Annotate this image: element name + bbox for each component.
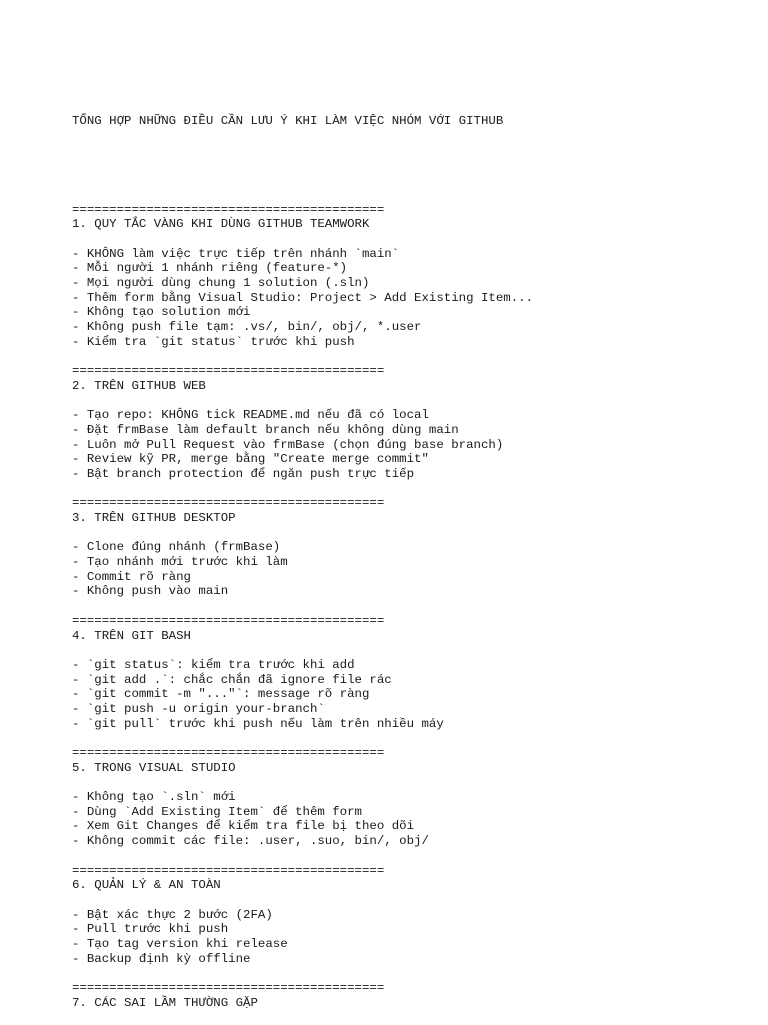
list-item: - `git commit -m "..."`: message rõ ràng bbox=[72, 687, 370, 702]
list-item: - Bật branch protection để ngăn push trực tiếp bbox=[72, 466, 415, 481]
section-heading: 2. TRÊN GITHUB WEB bbox=[72, 378, 206, 393]
list-item: - Mọi người dùng chung 1 solution (.sln) bbox=[72, 276, 370, 291]
list-item: - Tạo tag version khi release bbox=[72, 936, 288, 951]
section-heading: 6. QUẢN LÝ & AN TOÀN bbox=[72, 878, 221, 893]
blank-line bbox=[72, 232, 752, 247]
list-item: - `git status`: kiểm tra trước khi add bbox=[72, 657, 355, 672]
section-separator: ========================================== bbox=[72, 863, 385, 878]
blank-line bbox=[72, 775, 752, 790]
list-item: - Luôn mở Pull Request vào frmBase (chọn đúng base branch) bbox=[72, 437, 504, 452]
list-item: - `git pull` trước khi push nếu làm trên nhiều máy bbox=[72, 716, 444, 731]
list-item: - Clone đúng nhánh (frmBase) bbox=[72, 540, 281, 555]
section-separator: ========================================== bbox=[72, 746, 385, 761]
list-item: - Tạo repo: KHÔNG tick README.md nếu đã có local bbox=[72, 408, 429, 423]
blank-line bbox=[72, 599, 752, 614]
list-item: - Backup định kỳ offline bbox=[72, 951, 251, 966]
blank-line bbox=[72, 159, 752, 174]
list-item: - Đặt frmBase làm default branch nếu không dùng main bbox=[72, 422, 459, 437]
list-item: - Xem Git Changes để kiểm tra file bị theo dõi bbox=[72, 819, 415, 834]
list-item: - Kiểm tra `git status` trước khi push bbox=[72, 334, 355, 349]
list-item: - Không push vào main bbox=[72, 584, 229, 599]
section-separator: ========================================== bbox=[72, 364, 385, 379]
section-heading: 4. TRÊN GIT BASH bbox=[72, 628, 191, 643]
list-item: - Thêm form bằng Visual Studio: Project > Add Existing Item... bbox=[72, 290, 534, 305]
section-separator: ========================================== bbox=[72, 496, 385, 511]
list-item: - KHÔNG làm việc trực tiếp trên nhánh `main` bbox=[72, 246, 400, 261]
section-heading: 7. CÁC SAI LẦM THƯỜNG GẶP bbox=[72, 995, 258, 1010]
section-heading: 1. QUY TẮC VÀNG KHI DÙNG GITHUB TEAMWORK bbox=[72, 217, 370, 232]
blank-line bbox=[72, 893, 752, 908]
blank-line bbox=[72, 526, 752, 541]
section-heading: 5. TRONG VISUAL STUDIO bbox=[72, 760, 236, 775]
list-item: - Bật xác thực 2 bước (2FA) bbox=[72, 907, 273, 922]
blank-line bbox=[72, 394, 752, 409]
list-item: - Không tạo `.sln` mới bbox=[72, 790, 236, 805]
blank-line bbox=[72, 482, 752, 497]
section-separator: ========================================== bbox=[72, 981, 385, 996]
list-item: - Không tạo solution mới bbox=[72, 305, 251, 320]
blank-line bbox=[72, 643, 752, 658]
list-item: - Dùng `Add Existing Item` để thêm form bbox=[72, 804, 362, 819]
section-heading: 3. TRÊN GITHUB DESKTOP bbox=[72, 511, 236, 526]
list-item: - Không commit các file: .user, .suo, bin/, obj/ bbox=[72, 834, 429, 849]
blank-line bbox=[72, 966, 752, 981]
list-item: - Commit rõ ràng bbox=[72, 569, 191, 584]
blank-line bbox=[72, 731, 752, 746]
list-item: - `git add .`: chắc chắn đã ignore file rác bbox=[72, 672, 392, 687]
list-item: - `git push -u origin your-branch` bbox=[72, 701, 325, 716]
list-item: - Review kỹ PR, merge bằng "Create merge commit" bbox=[72, 452, 429, 467]
document-page bbox=[72, 85, 752, 1025]
sections-container bbox=[72, 203, 752, 1011]
blank-line bbox=[72, 349, 752, 364]
list-item: - Không push file tạm: .vs/, bin/, obj/, *.user bbox=[72, 320, 422, 335]
list-item: - Tạo nhánh mới trước khi làm bbox=[72, 555, 288, 570]
blank-line bbox=[72, 849, 752, 864]
list-item: - Pull trước khi push bbox=[72, 922, 229, 937]
document-title: TỔNG HỢP NHỮNG ĐIỀU CẦN LƯU Ý KHI LÀM VIỆC NHÓM VỚI GITHUB bbox=[72, 114, 504, 129]
section-separator: ========================================== bbox=[72, 202, 385, 217]
section-separator: ========================================== bbox=[72, 613, 385, 628]
list-item: - Mỗi người 1 nhánh riêng (feature-*) bbox=[72, 261, 348, 276]
